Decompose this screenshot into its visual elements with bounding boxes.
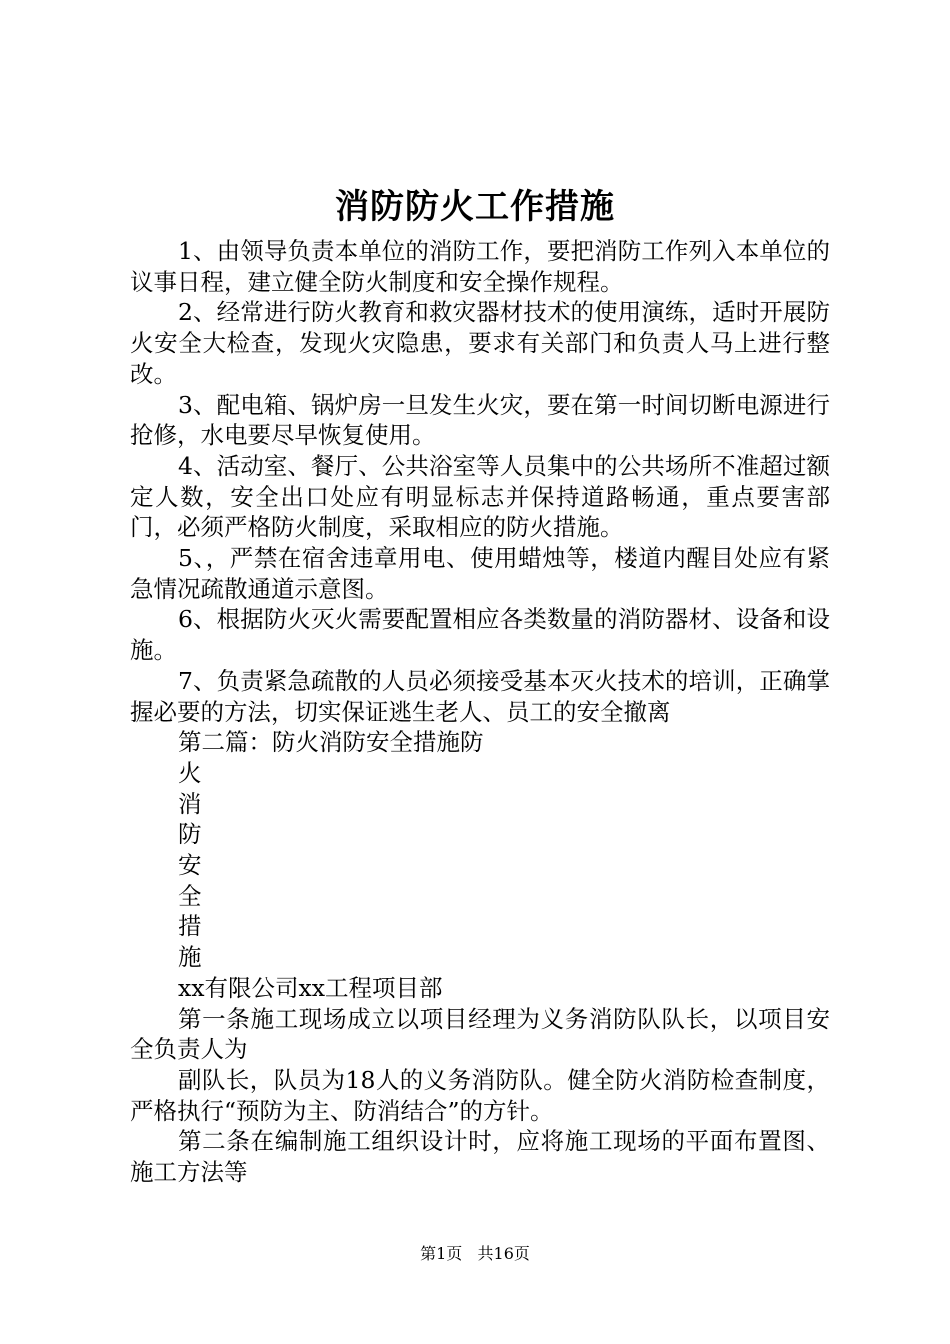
paragraph-7: 7、负责紧急疏散的人员必须接受基本灭火技术的培训，正确掌握必要的方法，切实保证逃生老人、员工的安全撤离 <box>130 666 830 726</box>
section-heading: 第二篇：防火消防安全措施防 <box>178 728 484 757</box>
page-footer <box>0 1242 950 1266</box>
article-1-part-2: 副队长，队员为18人的义务消防队。健全防火消防检查制度，严格执行“预防为主、防消结合”的方针。 <box>130 1065 830 1125</box>
company-line: xx有限公司xx工程项目部 <box>178 973 443 1002</box>
vertical-char: 施 <box>178 943 202 972</box>
paragraph-5: 5、，严禁在宿舍违章用电、使用蜡烛等，楼道内醒目处应有紧急情况疏散通道示意图。 <box>130 544 830 603</box>
vertical-char: 防 <box>178 820 202 849</box>
vertical-char: 安 <box>178 851 202 880</box>
paragraph-6: 6、根据防火灭火需要配置相应各类数量的消防器材、设备和设施。 <box>130 605 830 665</box>
paragraph-1: 1、由领导负责本单位的消防工作，要把消防工作列入本单位的议事日程，建立健全防火制度和安全操作规程。 <box>130 237 830 296</box>
page-total: 共16页 <box>477 1244 530 1263</box>
document-title: 消防防火工作措施 <box>335 187 615 227</box>
vertical-char: 全 <box>178 881 202 910</box>
vertical-char: 消 <box>178 789 202 818</box>
document-body <box>130 236 830 1188</box>
article-1-part-1: 第一条施工现场成立以项目经理为义务消防队队长，以项目安全负责人为 <box>130 1004 830 1064</box>
page-number: 第1页 <box>420 1244 463 1263</box>
vertical-char: 措 <box>178 912 202 941</box>
article-2: 第二条在编制施工组织设计时，应将施工现场的平面布置图、施工方法等 <box>130 1127 830 1187</box>
vertical-char: 火 <box>178 758 202 787</box>
paragraph-2: 2、经常进行防火教育和救灾器材技术的使用演练，适时开展防火安全大检查，发现火灾隐患，要求有关部门和负责人马上进行整改。 <box>130 298 830 388</box>
paragraph-3: 3、配电箱、锅炉房一旦发生火灾，要在第一时间切断电源进行抢修，水电要尽早恢复使用。 <box>130 390 830 450</box>
paragraph-4: 4、活动室、餐厅、公共浴室等人员集中的公共场所不准超过额定人数，安全出口处应有明显标志并保持道路畅通，重点要害部门，必须严格防火制度，采取相应的防火措施。 <box>130 451 830 542</box>
